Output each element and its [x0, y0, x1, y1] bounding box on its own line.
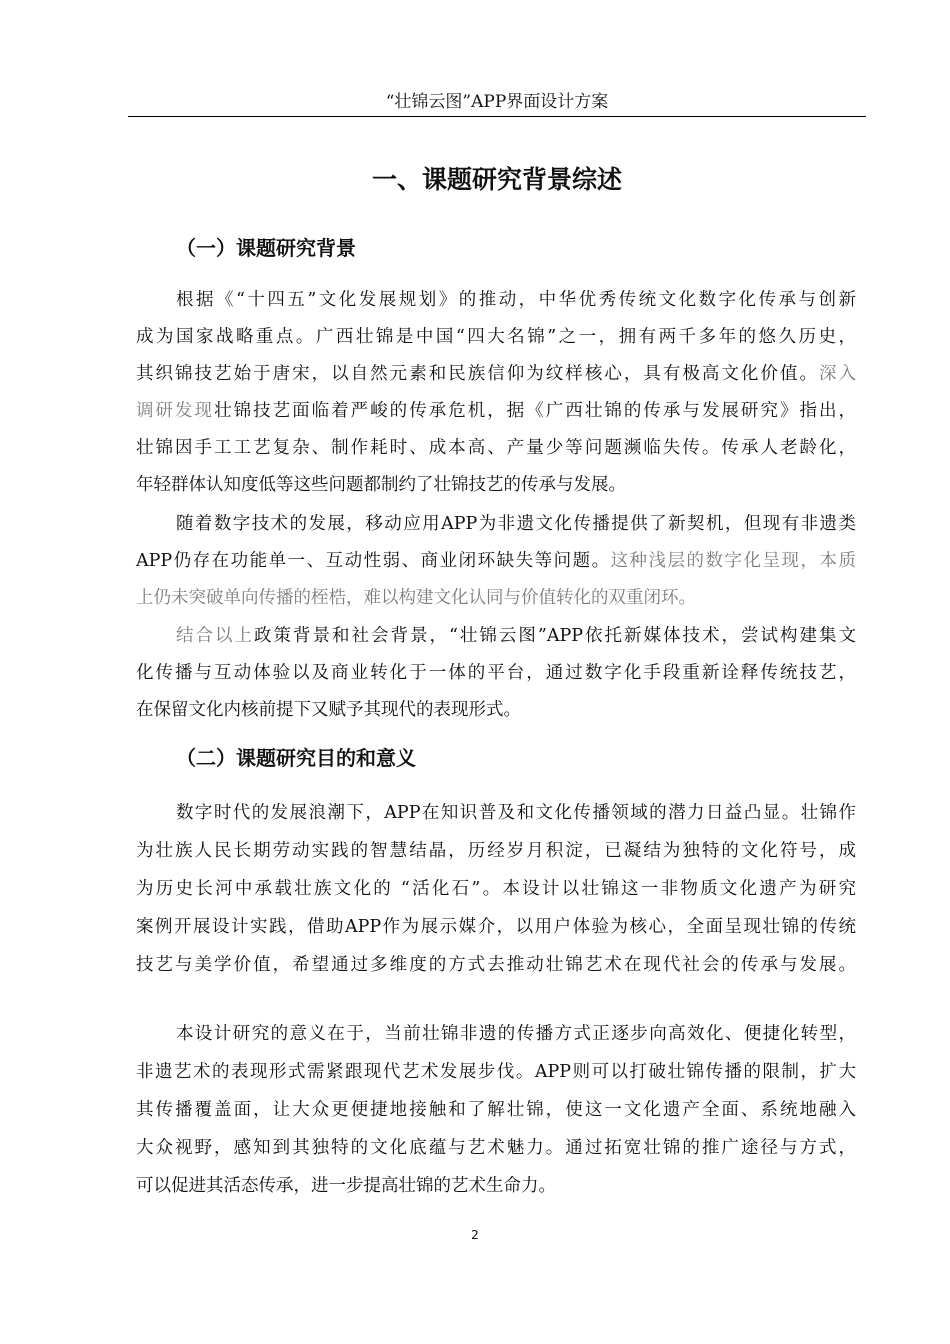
paragraph-line: 本设计研究的意义在于，当前壮锦非遗的传播方式正逐步向高效化、便捷化转型， [176, 1024, 856, 1044]
section-heading-purpose: （二）课题研究目的和意义 [176, 746, 416, 770]
paragraph-line: 数字时代的发展浪潮下，APP在知识普及和文化传播领域的潜力日益凸显。壮锦作 [176, 803, 856, 823]
paragraph-line: 为历史长河中承载壮族文化的 “活化石”。本设计以壮锦这一非物质文化遗产为研究 [136, 879, 856, 899]
paragraph-text: 政策背景和社会背景，“壮锦云图”APP依托新媒体技术，尝试构建集文 [254, 626, 856, 646]
paragraph-line: 大众视野，感知到其独特的文化底蕴与艺术魅力。通过拓宽壮锦的推广途径与方式， [136, 1138, 856, 1158]
page-number: 2 [471, 1228, 479, 1242]
paragraph-text-muted: 深入 [818, 364, 856, 384]
paragraph-line [136, 397, 856, 422]
section-heading-background: （一）课题研究背景 [176, 236, 356, 260]
paragraph-text: 壮锦技艺面临着严峻的传承危机，据《广西壮锦的传承与发展研究》指出， [214, 401, 857, 421]
paragraph-line: 案例开展设计实践，借助APP作为展示媒介，以用户体验为核心，全面呈现壮锦的传统 [136, 917, 856, 937]
paragraph-line: 为壮族人民长期劳动实践的智慧结晶，历经岁月积淀，已凝结为独特的文化符号，成 [136, 841, 856, 861]
paragraph-line: 年轻群体认知度低等这些问题都制约了壮锦技艺的传承与发展。 [136, 475, 626, 495]
paragraph-line [136, 547, 856, 572]
paragraph-line-muted: 上仍未突破单向传播的桎梏，难以构建文化认同与价值转化的双重闭环。 [136, 588, 696, 608]
paragraph-text-muted: 调研发现 [136, 401, 215, 421]
paragraph-line: 根据《“十四五”文化发展规划》的推动，中华优秀传统文化数字化传承与创新 [176, 290, 856, 310]
paragraph-text: 其织锦技艺始于唐宋，以自然元素和民族信仰为纹样核心，具有极高文化价值。 [136, 364, 819, 384]
paragraph-line: 壮锦因手工工艺复杂、制作耗时、成本高、产量少等问题濒临失传。传承人老龄化， [136, 438, 856, 458]
paragraph-text-muted: 这种浅层的数字化呈现，本质 [610, 551, 856, 571]
paragraph-line: 随着数字技术的发展，移动应用APP为非遗文化传播提供了新契机，但现有非遗类 [176, 514, 856, 534]
paragraph-line [176, 622, 856, 647]
paragraph-line: 其传播覆盖面，让大众更便捷地接触和了解壮锦，使这一文化遗产全面、系统地融入 [136, 1100, 856, 1120]
chapter-title: 一、课题研究背景综述 [371, 165, 622, 194]
paragraph-line: 非遗艺术的表现形式需紧跟现代艺术发展步伐。APP则可以打破壮锦传播的限制，扩大 [136, 1062, 856, 1082]
paragraph-text-muted: 结合以上 [176, 626, 254, 646]
paragraph-line: 化传播与互动体验以及商业转化于一体的平台，通过数字化手段重新诠释传统技艺， [136, 663, 856, 683]
paragraph-line [136, 360, 856, 385]
running-header: “壮锦云图”APP界面设计方案 [128, 88, 866, 117]
paragraph-text: APP仍存在功能单一、互动性弱、商业闭环缺失等问题。 [136, 551, 611, 571]
paragraph-line: 可以促进其活态传承，进一步提高壮锦的艺术生命力。 [136, 1176, 556, 1196]
paragraph-line: 成为国家战略重点。广西壮锦是中国“四大名锦”之一，拥有两千多年的悠久历史， [136, 327, 856, 347]
paragraph-line: 在保留文化内核前提下又赋予其现代的表现形式。 [136, 700, 521, 720]
paragraph-line: 技艺与美学价值，希望通过多维度的方式去推动壮锦艺术在现代社会的传承与发展。 [136, 955, 856, 975]
